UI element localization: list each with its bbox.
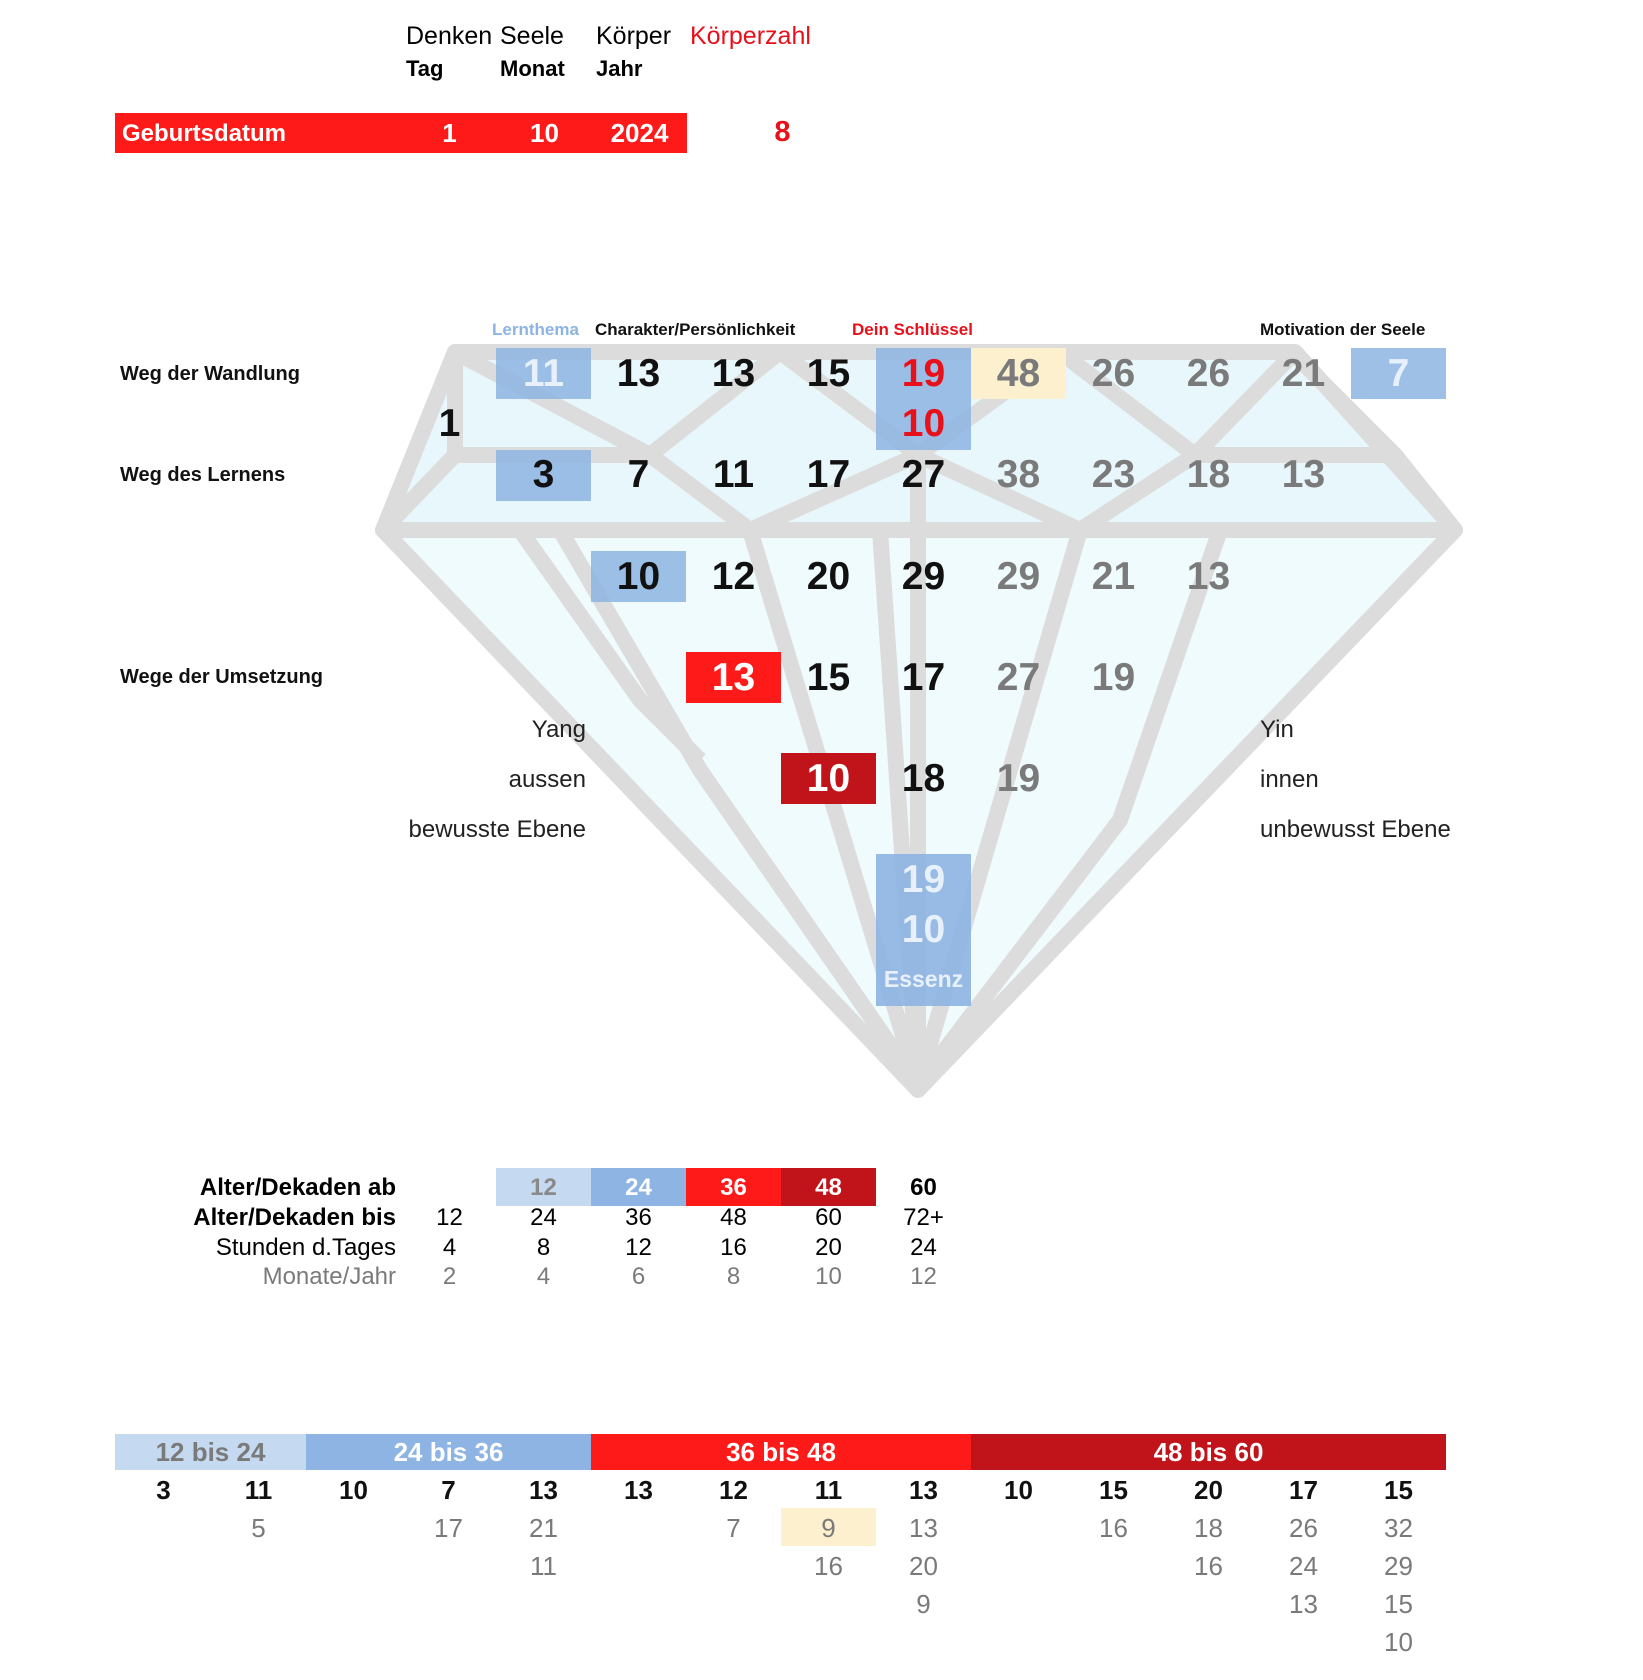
innen-label: innen [1260,766,1319,793]
bottom-cell: 16 [1099,1513,1128,1543]
bis-3: 36 [625,1204,652,1231]
schluessel-second: 10 [901,402,946,445]
birth-month: 10 [530,118,559,148]
ab-60: 60 [910,1174,937,1201]
lernens-8: 18 [1186,453,1231,496]
monate-2: 4 [536,1263,551,1290]
ab-24: 24 [625,1174,652,1201]
label-monate: Monate/Jahr [262,1263,396,1290]
stunden-4: 16 [720,1234,747,1261]
ab-36: 36 [720,1174,747,1201]
row3-4: 29 [901,555,946,598]
lernthema-header: Lernthema [492,320,579,339]
row4-3: 17 [901,656,946,699]
header-koerper: Körper [596,22,672,50]
bottom-cell: 24 [1289,1551,1318,1581]
row5-1: 10 [806,757,851,800]
monate-6: 12 [910,1263,937,1290]
row4-2: 15 [806,656,851,699]
bottom-cell: 7 [726,1513,741,1543]
bottom-cell: 11 [244,1475,273,1505]
row3-5: 29 [996,555,1041,598]
monate-5: 10 [815,1263,842,1290]
bottom-cell: 10 [339,1475,368,1505]
wandlung-3: 13 [711,352,756,395]
bottom-cell: 20 [1194,1475,1223,1505]
bottom-cell: 11 [814,1475,843,1505]
ab-48: 48 [815,1174,842,1201]
stunden-6: 24 [910,1234,937,1261]
wandlung-8: 26 [1186,352,1231,395]
row3-1: 10 [616,555,661,598]
bottom-cell: 13 [1289,1589,1318,1619]
bottom-cell: 15 [1384,1475,1413,1505]
bottom-cell: 26 [1289,1513,1318,1543]
koerperzahl-value: 8 [774,116,791,148]
essenz-2: 10 [901,908,946,951]
monate-4: 8 [726,1263,741,1290]
header-tag: Tag [406,56,444,81]
lernens-5: 27 [901,453,946,496]
yang-label: Yang [531,716,586,743]
bottom-cell: 17 [1289,1475,1318,1505]
stunden-3: 12 [625,1234,652,1261]
lernens-3: 11 [712,453,755,496]
row-label-umsetzung: Wege der Umsetzung [120,666,323,688]
schluessel-header: Dein Schlüssel [852,320,973,339]
lernens-9: 13 [1281,453,1326,496]
bottom-cell: 10 [1004,1475,1033,1505]
bottom-cell: 16 [814,1551,843,1581]
bottom-cell: 5 [251,1513,266,1543]
bottom-cell: 13 [624,1475,653,1505]
row3-3: 20 [806,555,851,598]
lernens-7: 23 [1091,453,1136,496]
row-label-lernens: Weg des Lernens [120,464,286,486]
label-alter-bis: Alter/Dekaden bis [193,1204,396,1231]
range-label-36-48: 36 bis 48 [726,1437,836,1467]
wandlung-10: 7 [1387,352,1410,395]
bottom-cell: 20 [909,1551,938,1581]
birth-day: 1 [442,118,457,148]
header-seele: Seele [500,22,564,50]
row3-6: 21 [1091,555,1136,598]
row-label-wandlung: Weg der Wandlung [120,363,300,385]
bis-2: 24 [530,1204,557,1231]
header-denken: Denken [406,22,493,50]
birth-year: 2024 [610,118,669,148]
stunden-5: 20 [815,1234,842,1261]
bottom-cell: 15 [1099,1475,1128,1505]
bottom-cell: 10 [1384,1627,1413,1657]
wandlung-6: 48 [996,352,1041,395]
lernens-4: 17 [806,453,851,496]
aussen-label: aussen [508,766,586,793]
range-label-12-24: 12 bis 24 [155,1437,266,1467]
bottom-cell: 7 [441,1475,456,1505]
bottom-cell: 16 [1194,1551,1223,1581]
side-number: 1 [438,402,461,445]
bottom-cell: 11 [530,1551,557,1581]
yin-label: Yin [1260,716,1294,743]
bis-5: 60 [815,1204,842,1231]
row3-7: 13 [1186,555,1231,598]
unbewusst-ebene-label: unbewusst Ebene [1260,816,1451,843]
label-stunden: Stunden d.Tages [215,1234,396,1261]
wandlung-4: 15 [806,352,851,395]
row4-4: 27 [996,656,1041,699]
bottom-cell: 3 [156,1475,171,1505]
lernens-6: 38 [996,453,1041,496]
bottom-cell: 9 [821,1513,836,1543]
bottom-cell: 9 [916,1589,931,1619]
lernens-1: 3 [532,453,555,496]
bewusste-ebene-label: bewusste Ebene [408,816,586,843]
wandlung-2: 13 [616,352,661,395]
bottom-cell: 17 [434,1513,463,1543]
bottom-cell: 18 [1194,1513,1223,1543]
bis-4: 48 [720,1204,747,1231]
bottom-cell: 32 [1384,1513,1413,1543]
row3-2: 12 [711,555,756,598]
bottom-cell: 13 [909,1475,938,1505]
bis-6: 72+ [903,1204,944,1231]
row5-2: 18 [901,757,946,800]
motivation-header: Motivation der Seele [1260,320,1426,339]
bottom-cell: 12 [719,1475,748,1505]
charakter-header: Charakter/Persönlichkeit [595,320,796,339]
wandlung-7: 26 [1091,352,1136,395]
lernens-2: 7 [627,453,650,496]
wandlung-5: 19 [901,352,946,395]
bottom-cell: 13 [529,1475,558,1505]
ab-12: 12 [530,1174,557,1201]
header-koerperzahl: Körperzahl [690,22,811,50]
bottom-cell: 15 [1384,1589,1413,1619]
monate-1: 2 [442,1263,457,1290]
stunden-2: 8 [536,1234,551,1261]
range-label-48-60: 48 bis 60 [1153,1437,1264,1467]
bottom-cell: 13 [909,1513,938,1543]
bottom-cell: 21 [529,1513,558,1543]
bottom-cell: 29 [1384,1551,1413,1581]
essenz-1: 19 [901,858,946,901]
bis-1: 12 [436,1204,463,1231]
range-label-24-36: 24 bis 36 [393,1437,504,1467]
geburtsdatum-label: Geburtsdatum [122,120,287,147]
wandlung-9: 21 [1281,352,1326,395]
stunden-1: 4 [442,1234,457,1261]
wandlung-1: 11 [522,352,565,395]
row4-1: 13 [711,656,756,699]
essenz-label: Essenz [883,966,964,992]
header-monat: Monat [500,56,565,81]
row5-3: 19 [996,757,1041,800]
row4-5: 19 [1091,656,1136,699]
monate-3: 6 [631,1263,646,1290]
label-alter-ab: Alter/Dekaden ab [199,1174,396,1201]
header-jahr: Jahr [596,56,643,81]
